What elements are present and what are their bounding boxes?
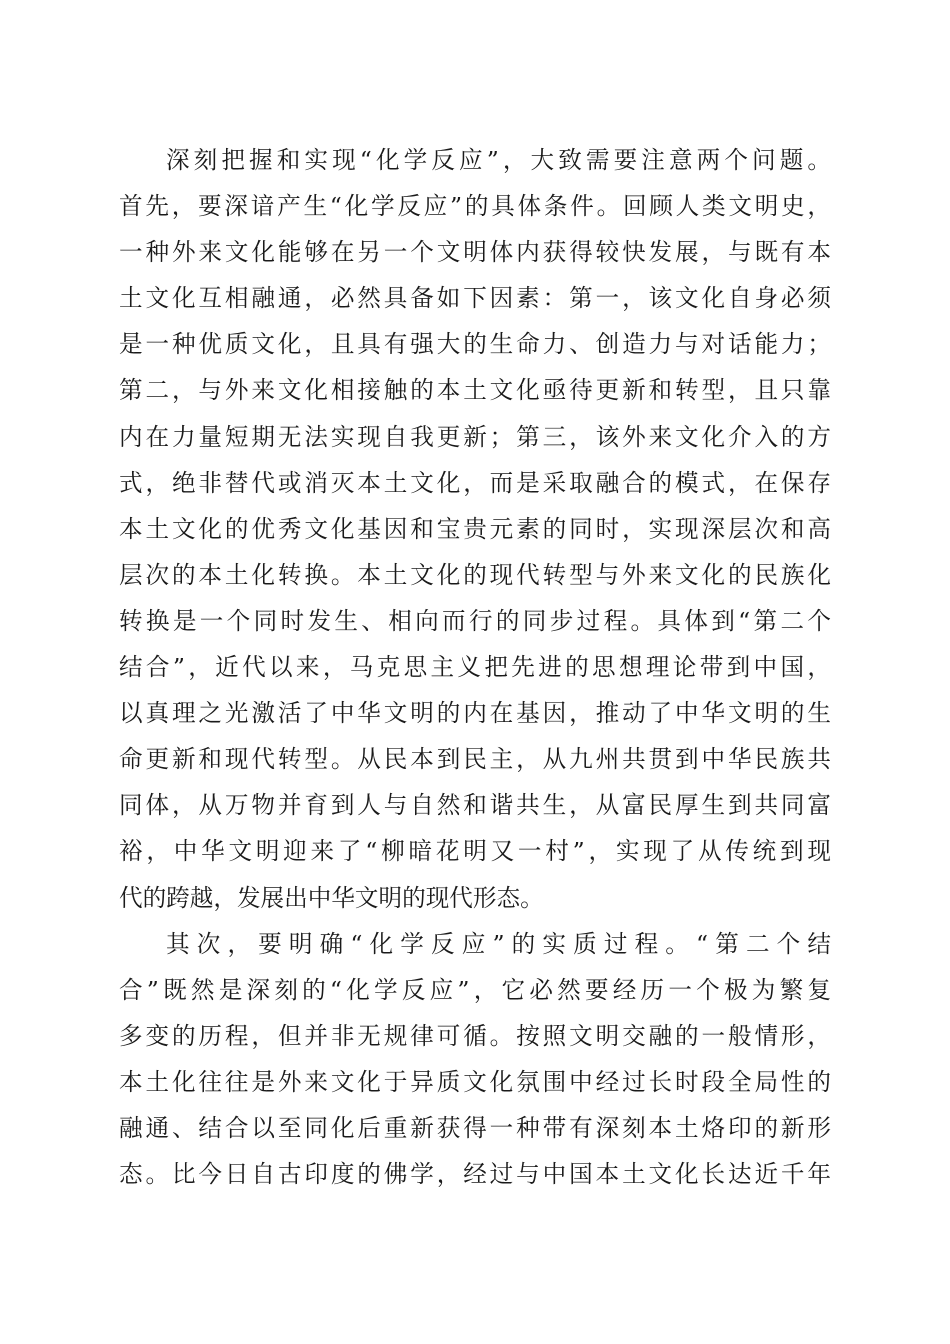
text-line: 转换是一个同时发生、相向而行的同步过程。具体到“第二个 xyxy=(119,606,831,635)
text-line: 本土化往往是外来文化于异质文化氛围中经过长时段全局性的 xyxy=(119,1067,831,1096)
text-line: 其次，要明确“化学反应”的实质过程。“第二个结 xyxy=(166,929,831,958)
text-line: 内在力量短期无法实现自我更新；第三，该外来文化介入的方 xyxy=(119,422,831,451)
text-line: 裕，中华文明迎来了“柳暗花明又一村”，实现了从传统到现 xyxy=(119,837,831,866)
text-line: 结合”，近代以来，马克思主义把先进的思想理论带到中国， xyxy=(119,653,831,682)
text-line: 式，绝非替代或消灭本土文化，而是采取融合的模式，在保存 xyxy=(119,468,831,497)
text-line: 层次的本土化转换。本土文化的现代转型与外来文化的民族化 xyxy=(119,560,831,589)
paragraph-1 xyxy=(119,137,831,921)
text-line: 态。比今日自古印度的佛学，经过与中国本土文化长达近千年 xyxy=(119,1160,831,1189)
text-line: 多变的历程，但并非无规律可循。按照文明交融的一般情形， xyxy=(119,1021,831,1050)
text-line: 一种外来文化能够在另一个文明体内获得较快发展，与既有本 xyxy=(119,238,831,267)
text-line: 以真理之光激活了中华文明的内在基因，推动了中华文明的生 xyxy=(119,699,831,728)
text-line: 是一种优质文化，且具有强大的生命力、创造力与对话能力； xyxy=(119,330,831,359)
text-line: 命更新和现代转型。从民本到民主，从九州共贯到中华民族共 xyxy=(119,745,831,774)
text-line: 代的跨越，发展出中华文明的现代形态。 xyxy=(119,883,544,912)
text-line: 土文化互相融通，必然具备如下因素：第一，该文化自身必须 xyxy=(119,284,831,313)
text-line: 合”既然是深刻的“化学反应”，它必然要经历一个极为繁复 xyxy=(119,975,831,1004)
text-line: 深刻把握和实现“化学反应”，大致需要注意两个问题。 xyxy=(166,146,831,174)
body-text xyxy=(119,137,831,1197)
text-line: 融通、结合以至同化后重新获得一种带有深刻本土烙印的新形 xyxy=(119,1113,831,1142)
text-line: 同体，从万物并育到人与自然和谐共生，从富民厚生到共同富 xyxy=(119,791,831,820)
text-line: 本土文化的优秀文化基因和宝贵元素的同时，实现深层次和高 xyxy=(119,514,831,543)
text-line: 第二，与外来文化相接触的本土文化亟待更新和转型，且只靠 xyxy=(119,376,831,405)
text-line: 首先，要深谙产生“化学反应”的具体条件。回顾人类文明史， xyxy=(119,192,831,221)
paragraph-2 xyxy=(119,921,831,1198)
